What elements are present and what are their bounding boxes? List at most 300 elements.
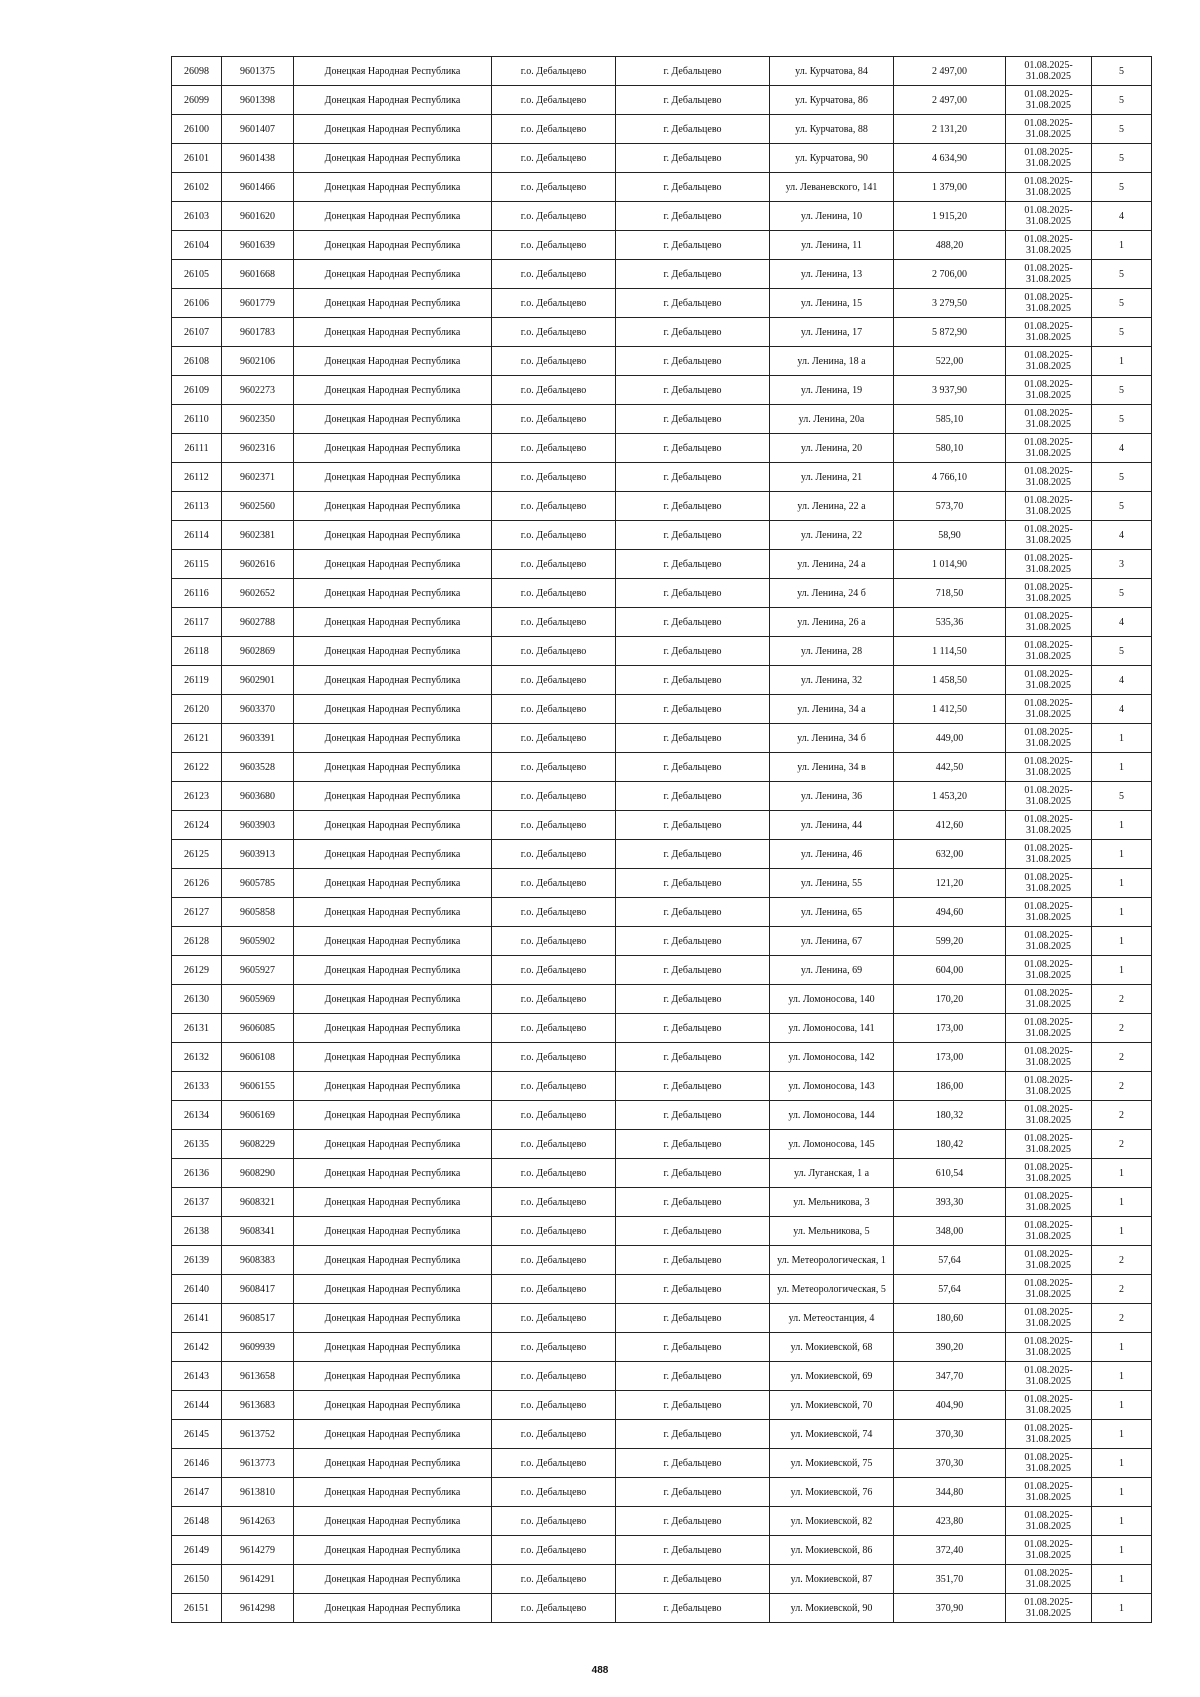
period-start: 01.08.2025-: [1024, 1307, 1073, 1318]
area-cell: 348,00: [894, 1217, 1006, 1246]
street-address-cell: ул. Мокиевской, 82: [770, 1507, 894, 1536]
city-cell: г. Дебальцево: [616, 1507, 770, 1536]
table-row: [172, 492, 1152, 521]
street-address-cell: ул. Ломоносова, 144: [770, 1101, 894, 1130]
street-address-cell: ул. Ленина, 20: [770, 434, 894, 463]
area-cell: 347,70: [894, 1362, 1006, 1391]
area-cell: 180,32: [894, 1101, 1006, 1130]
object-code-cell: 9601779: [222, 289, 294, 318]
object-code-cell: 9601668: [222, 260, 294, 289]
city-cell: г. Дебальцево: [616, 956, 770, 985]
region-cell: Донецкая Народная Республика: [294, 956, 492, 985]
city-cell: г. Дебальцево: [616, 724, 770, 753]
region-cell: Донецкая Народная Республика: [294, 231, 492, 260]
table-row: [172, 144, 1152, 173]
row-number-cell: 26112: [172, 463, 222, 492]
street-address-cell: ул. Метеорологическая, 5: [770, 1275, 894, 1304]
class-cell: 1: [1092, 724, 1152, 753]
object-code-cell: 9606085: [222, 1014, 294, 1043]
object-code-cell: 9614263: [222, 1507, 294, 1536]
object-code-cell: 9613810: [222, 1478, 294, 1507]
street-address-cell: ул. Ленина, 32: [770, 666, 894, 695]
row-number-cell: 26132: [172, 1043, 222, 1072]
period-cell: [1006, 521, 1092, 550]
street-address-cell: ул. Мокиевской, 75: [770, 1449, 894, 1478]
table-row: [172, 811, 1152, 840]
period-start: 01.08.2025-: [1024, 843, 1073, 854]
period-end: 31.08.2025: [1026, 1521, 1071, 1532]
region-cell: Донецкая Народная Республика: [294, 434, 492, 463]
row-number-cell: 26136: [172, 1159, 222, 1188]
region-cell: Донецкая Народная Республика: [294, 405, 492, 434]
city-cell: г. Дебальцево: [616, 985, 770, 1014]
period-end: 31.08.2025: [1026, 245, 1071, 256]
period-cell: [1006, 1188, 1092, 1217]
period-start: 01.08.2025-: [1024, 872, 1073, 883]
period-cell: [1006, 1478, 1092, 1507]
city-cell: г. Дебальцево: [616, 1014, 770, 1043]
city-cell: г. Дебальцево: [616, 550, 770, 579]
region-cell: Донецкая Народная Республика: [294, 1159, 492, 1188]
region-cell: Донецкая Народная Республика: [294, 1594, 492, 1623]
row-number-cell: 26140: [172, 1275, 222, 1304]
region-cell: Донецкая Народная Республика: [294, 782, 492, 811]
period-end: 31.08.2025: [1026, 448, 1071, 459]
table-row: [172, 637, 1152, 666]
region-cell: Донецкая Народная Республика: [294, 579, 492, 608]
area-cell: 1 458,50: [894, 666, 1006, 695]
area-cell: 2 497,00: [894, 86, 1006, 115]
region-cell: Донецкая Народная Республика: [294, 1420, 492, 1449]
table-row: [172, 405, 1152, 434]
district-cell: г.о. Дебальцево: [492, 1275, 616, 1304]
period-start: 01.08.2025-: [1024, 437, 1073, 448]
class-cell: 5: [1092, 115, 1152, 144]
class-cell: 5: [1092, 637, 1152, 666]
street-address-cell: ул. Мокиевской, 87: [770, 1565, 894, 1594]
district-cell: г.о. Дебальцево: [492, 347, 616, 376]
street-address-cell: ул. Ломоносова, 145: [770, 1130, 894, 1159]
row-number-cell: 26146: [172, 1449, 222, 1478]
region-cell: Донецкая Народная Республика: [294, 521, 492, 550]
region-cell: Донецкая Народная Республика: [294, 869, 492, 898]
region-cell: Донецкая Народная Республика: [294, 1478, 492, 1507]
object-code-cell: 9605969: [222, 985, 294, 1014]
period-end: 31.08.2025: [1026, 100, 1071, 111]
area-cell: 718,50: [894, 579, 1006, 608]
period-cell: [1006, 463, 1092, 492]
period-cell: [1006, 202, 1092, 231]
period-end: 31.08.2025: [1026, 1463, 1071, 1474]
table-row: [172, 202, 1152, 231]
class-cell: 5: [1092, 463, 1152, 492]
city-cell: г. Дебальцево: [616, 1565, 770, 1594]
row-number-cell: 26105: [172, 260, 222, 289]
row-number-cell: 26115: [172, 550, 222, 579]
district-cell: г.о. Дебальцево: [492, 1362, 616, 1391]
table-row: [172, 608, 1152, 637]
district-cell: г.о. Дебальцево: [492, 231, 616, 260]
table-row: [172, 115, 1152, 144]
area-cell: 180,60: [894, 1304, 1006, 1333]
table-row: [172, 840, 1152, 869]
object-code-cell: 9603913: [222, 840, 294, 869]
class-cell: 1: [1092, 753, 1152, 782]
region-cell: Донецкая Народная Республика: [294, 1565, 492, 1594]
period-end: 31.08.2025: [1026, 303, 1071, 314]
row-number-cell: 26114: [172, 521, 222, 550]
row-number-cell: 26131: [172, 1014, 222, 1043]
row-number-cell: 26102: [172, 173, 222, 202]
region-cell: Донецкая Народная Республика: [294, 608, 492, 637]
area-cell: 173,00: [894, 1043, 1006, 1072]
period-start: 01.08.2025-: [1024, 89, 1073, 100]
period-start: 01.08.2025-: [1024, 988, 1073, 999]
period-start: 01.08.2025-: [1024, 1017, 1073, 1028]
row-number-cell: 26135: [172, 1130, 222, 1159]
district-cell: г.о. Дебальцево: [492, 1478, 616, 1507]
area-cell: 535,36: [894, 608, 1006, 637]
row-number-cell: 26118: [172, 637, 222, 666]
area-cell: 57,64: [894, 1275, 1006, 1304]
class-cell: 4: [1092, 608, 1152, 637]
street-address-cell: ул. Ломоносова, 141: [770, 1014, 894, 1043]
street-address-cell: ул. Ленина, 55: [770, 869, 894, 898]
object-code-cell: 9603528: [222, 753, 294, 782]
period-cell: [1006, 1507, 1092, 1536]
row-number-cell: 26117: [172, 608, 222, 637]
class-cell: 5: [1092, 86, 1152, 115]
table-row: [172, 1217, 1152, 1246]
period-end: 31.08.2025: [1026, 187, 1071, 198]
row-number-cell: 26099: [172, 86, 222, 115]
district-cell: г.о. Дебальцево: [492, 1072, 616, 1101]
row-number-cell: 26122: [172, 753, 222, 782]
object-code-cell: 9605927: [222, 956, 294, 985]
table-row: [172, 1478, 1152, 1507]
city-cell: г. Дебальцево: [616, 1217, 770, 1246]
row-number-cell: 26103: [172, 202, 222, 231]
period-start: 01.08.2025-: [1024, 1104, 1073, 1115]
period-cell: [1006, 695, 1092, 724]
area-cell: 604,00: [894, 956, 1006, 985]
object-code-cell: 9606108: [222, 1043, 294, 1072]
district-cell: г.о. Дебальцево: [492, 376, 616, 405]
period-end: 31.08.2025: [1026, 1289, 1071, 1300]
period-end: 31.08.2025: [1026, 1347, 1071, 1358]
period-end: 31.08.2025: [1026, 1173, 1071, 1184]
table-row: [172, 347, 1152, 376]
object-code-cell: 9613752: [222, 1420, 294, 1449]
period-start: 01.08.2025-: [1024, 1365, 1073, 1376]
region-cell: Донецкая Народная Республика: [294, 173, 492, 202]
table-row: [172, 173, 1152, 202]
period-cell: [1006, 1217, 1092, 1246]
period-cell: [1006, 347, 1092, 376]
table-row: [172, 956, 1152, 985]
district-cell: г.о. Дебальцево: [492, 1043, 616, 1072]
period-cell: [1006, 144, 1092, 173]
area-cell: 170,20: [894, 985, 1006, 1014]
street-address-cell: ул. Мельникова, 5: [770, 1217, 894, 1246]
district-cell: г.о. Дебальцево: [492, 666, 616, 695]
period-start: 01.08.2025-: [1024, 785, 1073, 796]
class-cell: 4: [1092, 202, 1152, 231]
district-cell: г.о. Дебальцево: [492, 898, 616, 927]
district-cell: г.о. Дебальцево: [492, 724, 616, 753]
object-code-cell: 9601375: [222, 57, 294, 86]
street-address-cell: ул. Леваневского, 141: [770, 173, 894, 202]
region-cell: Донецкая Народная Республика: [294, 666, 492, 695]
period-cell: [1006, 811, 1092, 840]
street-address-cell: ул. Мокиевской, 76: [770, 1478, 894, 1507]
object-code-cell: 9605785: [222, 869, 294, 898]
region-cell: Донецкая Народная Республика: [294, 985, 492, 1014]
city-cell: г. Дебальцево: [616, 579, 770, 608]
period-start: 01.08.2025-: [1024, 1075, 1073, 1086]
table-row: [172, 1333, 1152, 1362]
area-cell: 370,90: [894, 1594, 1006, 1623]
city-cell: г. Дебальцево: [616, 521, 770, 550]
period-end: 31.08.2025: [1026, 129, 1071, 140]
city-cell: г. Дебальцево: [616, 927, 770, 956]
table-row: [172, 1594, 1152, 1623]
table-row: [172, 289, 1152, 318]
row-number-cell: 26137: [172, 1188, 222, 1217]
street-address-cell: ул. Ленина, 19: [770, 376, 894, 405]
period-cell: [1006, 927, 1092, 956]
area-cell: 580,10: [894, 434, 1006, 463]
period-cell: [1006, 666, 1092, 695]
class-cell: 1: [1092, 811, 1152, 840]
period-start: 01.08.2025-: [1024, 1162, 1073, 1173]
area-cell: 58,90: [894, 521, 1006, 550]
city-cell: г. Дебальцево: [616, 1362, 770, 1391]
table-row: [172, 1159, 1152, 1188]
object-code-cell: 9602350: [222, 405, 294, 434]
city-cell: г. Дебальцево: [616, 231, 770, 260]
region-cell: Донецкая Народная Республика: [294, 1188, 492, 1217]
district-cell: г.о. Дебальцево: [492, 521, 616, 550]
period-end: 31.08.2025: [1026, 1405, 1071, 1416]
district-cell: г.о. Дебальцево: [492, 927, 616, 956]
table-row: [172, 695, 1152, 724]
class-cell: 2: [1092, 1304, 1152, 1333]
area-cell: 393,30: [894, 1188, 1006, 1217]
table-row: [172, 1101, 1152, 1130]
object-code-cell: 9601639: [222, 231, 294, 260]
row-number-cell: 26145: [172, 1420, 222, 1449]
region-cell: Донецкая Народная Республика: [294, 753, 492, 782]
district-cell: г.о. Дебальцево: [492, 1449, 616, 1478]
row-number-cell: 26144: [172, 1391, 222, 1420]
region-cell: Донецкая Народная Республика: [294, 57, 492, 86]
table-row: [172, 1043, 1152, 1072]
object-code-cell: 9602371: [222, 463, 294, 492]
period-cell: [1006, 1246, 1092, 1275]
city-cell: г. Дебальцево: [616, 289, 770, 318]
street-address-cell: ул. Ленина, 46: [770, 840, 894, 869]
class-cell: 5: [1092, 318, 1152, 347]
row-number-cell: 26142: [172, 1333, 222, 1362]
period-cell: [1006, 1043, 1092, 1072]
object-code-cell: 9601620: [222, 202, 294, 231]
region-cell: Донецкая Народная Республика: [294, 1536, 492, 1565]
period-start: 01.08.2025-: [1024, 524, 1073, 535]
row-number-cell: 26127: [172, 898, 222, 927]
area-cell: 632,00: [894, 840, 1006, 869]
district-cell: г.о. Дебальцево: [492, 463, 616, 492]
period-start: 01.08.2025-: [1024, 350, 1073, 361]
object-code-cell: 9602560: [222, 492, 294, 521]
object-code-cell: 9605902: [222, 927, 294, 956]
period-cell: [1006, 1014, 1092, 1043]
table-row: [172, 521, 1152, 550]
city-cell: г. Дебальцево: [616, 1333, 770, 1362]
object-code-cell: 9608290: [222, 1159, 294, 1188]
district-cell: г.о. Дебальцево: [492, 550, 616, 579]
table-row: [172, 1449, 1152, 1478]
street-address-cell: ул. Ленина, 11: [770, 231, 894, 260]
period-start: 01.08.2025-: [1024, 495, 1073, 506]
street-address-cell: ул. Ленина, 22: [770, 521, 894, 550]
period-start: 01.08.2025-: [1024, 1046, 1073, 1057]
period-cell: [1006, 1101, 1092, 1130]
city-cell: г. Дебальцево: [616, 463, 770, 492]
class-cell: 1: [1092, 1362, 1152, 1391]
street-address-cell: ул. Ленина, 67: [770, 927, 894, 956]
district-cell: г.о. Дебальцево: [492, 1565, 616, 1594]
row-number-cell: 26098: [172, 57, 222, 86]
table-row: [172, 753, 1152, 782]
row-number-cell: 26120: [172, 695, 222, 724]
object-code-cell: 9602616: [222, 550, 294, 579]
period-cell: [1006, 1304, 1092, 1333]
period-cell: [1006, 1594, 1092, 1623]
table-row: [172, 57, 1152, 86]
period-start: 01.08.2025-: [1024, 959, 1073, 970]
period-start: 01.08.2025-: [1024, 930, 1073, 941]
region-cell: Донецкая Народная Республика: [294, 347, 492, 376]
object-code-cell: 9605858: [222, 898, 294, 927]
period-end: 31.08.2025: [1026, 999, 1071, 1010]
row-number-cell: 26104: [172, 231, 222, 260]
row-number-cell: 26113: [172, 492, 222, 521]
city-cell: г. Дебальцево: [616, 1130, 770, 1159]
row-number-cell: 26100: [172, 115, 222, 144]
table-row: [172, 1072, 1152, 1101]
row-number-cell: 26150: [172, 1565, 222, 1594]
object-code-cell: 9606155: [222, 1072, 294, 1101]
row-number-cell: 26139: [172, 1246, 222, 1275]
city-cell: г. Дебальцево: [616, 1275, 770, 1304]
region-cell: Донецкая Народная Республика: [294, 550, 492, 579]
class-cell: 4: [1092, 434, 1152, 463]
area-cell: 488,20: [894, 231, 1006, 260]
class-cell: 5: [1092, 405, 1152, 434]
region-cell: Донецкая Народная Республика: [294, 1362, 492, 1391]
class-cell: 1: [1092, 898, 1152, 927]
class-cell: 1: [1092, 927, 1152, 956]
table-row: [172, 1507, 1152, 1536]
region-cell: Донецкая Народная Республика: [294, 1304, 492, 1333]
district-cell: г.о. Дебальцево: [492, 1014, 616, 1043]
period-cell: [1006, 898, 1092, 927]
city-cell: г. Дебальцево: [616, 318, 770, 347]
period-start: 01.08.2025-: [1024, 640, 1073, 651]
period-end: 31.08.2025: [1026, 883, 1071, 894]
city-cell: г. Дебальцево: [616, 347, 770, 376]
region-cell: Донецкая Народная Республика: [294, 1333, 492, 1362]
region-cell: Донецкая Народная Республика: [294, 318, 492, 347]
row-number-cell: 26123: [172, 782, 222, 811]
row-number-cell: 26141: [172, 1304, 222, 1333]
period-start: 01.08.2025-: [1024, 379, 1073, 390]
district-cell: г.о. Дебальцево: [492, 985, 616, 1014]
area-cell: 1 014,90: [894, 550, 1006, 579]
district-cell: г.о. Дебальцево: [492, 492, 616, 521]
area-cell: 573,70: [894, 492, 1006, 521]
row-number-cell: 26119: [172, 666, 222, 695]
period-end: 31.08.2025: [1026, 564, 1071, 575]
row-number-cell: 26107: [172, 318, 222, 347]
street-address-cell: ул. Мокиевской, 69: [770, 1362, 894, 1391]
period-start: 01.08.2025-: [1024, 669, 1073, 680]
city-cell: г. Дебальцево: [616, 144, 770, 173]
period-start: 01.08.2025-: [1024, 408, 1073, 419]
table-row: [172, 376, 1152, 405]
registry-table: [171, 56, 1152, 1623]
area-cell: 3 937,90: [894, 376, 1006, 405]
city-cell: г. Дебальцево: [616, 1101, 770, 1130]
period-start: 01.08.2025-: [1024, 1452, 1073, 1463]
period-cell: [1006, 753, 1092, 782]
city-cell: г. Дебальцево: [616, 666, 770, 695]
city-cell: г. Дебальцево: [616, 86, 770, 115]
district-cell: г.о. Дебальцево: [492, 1507, 616, 1536]
district-cell: г.о. Дебальцево: [492, 1217, 616, 1246]
period-start: 01.08.2025-: [1024, 901, 1073, 912]
period-cell: [1006, 115, 1092, 144]
class-cell: 1: [1092, 347, 1152, 376]
row-number-cell: 26149: [172, 1536, 222, 1565]
object-code-cell: 9608341: [222, 1217, 294, 1246]
class-cell: 1: [1092, 1159, 1152, 1188]
district-cell: г.о. Дебальцево: [492, 695, 616, 724]
table-row: [172, 666, 1152, 695]
city-cell: г. Дебальцево: [616, 1159, 770, 1188]
street-address-cell: ул. Ленина, 15: [770, 289, 894, 318]
region-cell: Донецкая Народная Республика: [294, 202, 492, 231]
class-cell: 1: [1092, 1420, 1152, 1449]
district-cell: г.о. Дебальцево: [492, 1333, 616, 1362]
street-address-cell: ул. Ленина, 22 а: [770, 492, 894, 521]
area-cell: 610,54: [894, 1159, 1006, 1188]
region-cell: Донецкая Народная Республика: [294, 376, 492, 405]
class-cell: 5: [1092, 782, 1152, 811]
class-cell: 2: [1092, 1275, 1152, 1304]
period-start: 01.08.2025-: [1024, 234, 1073, 245]
object-code-cell: 9608517: [222, 1304, 294, 1333]
area-cell: 599,20: [894, 927, 1006, 956]
area-cell: 57,64: [894, 1246, 1006, 1275]
period-start: 01.08.2025-: [1024, 1510, 1073, 1521]
city-cell: г. Дебальцево: [616, 376, 770, 405]
class-cell: 1: [1092, 1391, 1152, 1420]
object-code-cell: 9602381: [222, 521, 294, 550]
period-start: 01.08.2025-: [1024, 263, 1073, 274]
city-cell: г. Дебальцево: [616, 782, 770, 811]
